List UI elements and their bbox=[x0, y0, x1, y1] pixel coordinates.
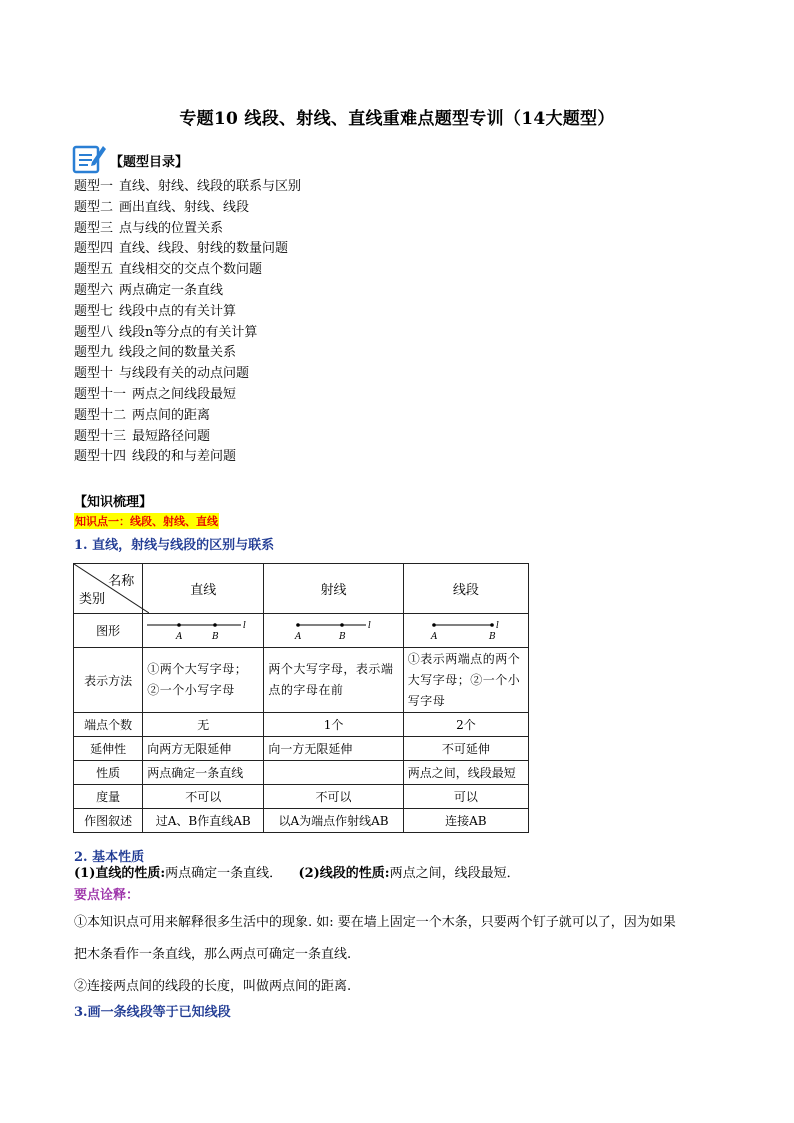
header-ray: 射线 bbox=[264, 564, 403, 614]
svg-text:l: l bbox=[368, 621, 372, 631]
row-label: 图形 bbox=[74, 614, 143, 648]
segment-figure bbox=[403, 614, 528, 648]
list-item: 题型一 直线、射线、线段的联系与区别 bbox=[74, 179, 302, 194]
svg-text:B: B bbox=[339, 632, 346, 642]
section1-heading: 1. 直线，射线与线段的区别与联系 bbox=[74, 538, 275, 553]
svg-text:B: B bbox=[212, 632, 219, 642]
knowledge-heading: 【知识梳理】 bbox=[74, 495, 153, 510]
svg-text:A: A bbox=[295, 632, 302, 642]
header-line: 直线 bbox=[143, 564, 264, 614]
notepad-pencil-icon bbox=[72, 142, 106, 174]
list-item: 题型八 线段n等分点的有关计算 bbox=[74, 324, 258, 340]
table-row: 延伸性 向两方无限延伸 向一方无限延伸 不可延伸 bbox=[74, 737, 529, 761]
comparison-table bbox=[73, 563, 529, 833]
list-item: 题型十二 两点间的距离 bbox=[74, 407, 211, 423]
list-item: 题型十 与线段有关的动点问题 bbox=[74, 366, 250, 382]
line-figure bbox=[143, 614, 264, 648]
table-row: 性质 两点确定一条直线 两点之间，线段最短 bbox=[74, 761, 529, 785]
list-item: 题型九 线段之间的数量关系 bbox=[74, 345, 237, 361]
note1-line1: ①本知识点可用来解释很多生活中的现象. 如: 要在墙上固定一个木条，只要两个钉子就可以了，因为如果 bbox=[74, 915, 676, 930]
svg-text:l: l bbox=[495, 621, 499, 631]
note1-line2: 把木条看作一条直线，那么两点可确定一条直线. bbox=[74, 947, 352, 962]
svg-text:l: l bbox=[243, 621, 247, 631]
list-item: 题型十一 两点之间线段最短 bbox=[74, 386, 237, 402]
list-item: 题型十四 线段的和与差问题 bbox=[74, 449, 237, 465]
list-item: 题型七 线段中点的有关计算 bbox=[74, 303, 237, 319]
svg-text:A: A bbox=[430, 632, 438, 642]
catalog-list bbox=[74, 177, 301, 468]
section3-heading: 3.画一条线段等于已知线段 bbox=[74, 1005, 231, 1020]
table-row: 作图叙述 过A、B作直线AB 以A为端点作射线AB 连接AB bbox=[74, 809, 529, 833]
list-item: 题型十三 最短路径问题 bbox=[74, 428, 211, 444]
table-row: 端点个数 无 1个 2个 bbox=[74, 713, 529, 737]
point1-label: 知识点一：线段、射线、直线 bbox=[75, 515, 218, 528]
table-corner: 名称 类别 bbox=[74, 564, 143, 614]
basic-properties: (1)直线的性质:两点确定一条直线． (2)线段的性质:两点之间，线段最短． bbox=[74, 866, 520, 881]
svg-text:B: B bbox=[488, 632, 496, 642]
table-row: 度量 不可以 不可以 可以 bbox=[74, 785, 529, 809]
note2: ②连接两点间的线段的长度，叫做两点间的距离. bbox=[74, 979, 352, 994]
list-item: 题型三 点与线的位置关系 bbox=[74, 220, 224, 236]
note-heading: 要点诠释： bbox=[74, 888, 140, 903]
page-title: 专题10 线段、射线、直线重难点题型专训（14大题型） bbox=[179, 109, 615, 129]
svg-text:A: A bbox=[176, 632, 183, 642]
table-row: 表示方法 ①两个大写字母；②一个小写字母 两个大写字母，表示端点的字母在前 ①表示两端点的两个大写字母；②一个小写字母 bbox=[74, 648, 529, 713]
list-item: 题型五 直线相交的交点个数问题 bbox=[74, 262, 263, 278]
list-item: 题型六 两点确定一条直线 bbox=[74, 282, 224, 298]
catalog-header bbox=[72, 142, 188, 174]
header-segment: 线段 bbox=[403, 564, 528, 614]
ray-figure bbox=[264, 614, 403, 648]
section2-heading: 2. 基本性质 bbox=[74, 850, 145, 865]
list-item: 题型二 画出直线、射线、线段 bbox=[74, 199, 250, 215]
list-item: 题型四 直线、线段、射线的数量问题 bbox=[74, 241, 289, 257]
catalog-label: 【题型目录】 bbox=[110, 154, 189, 170]
